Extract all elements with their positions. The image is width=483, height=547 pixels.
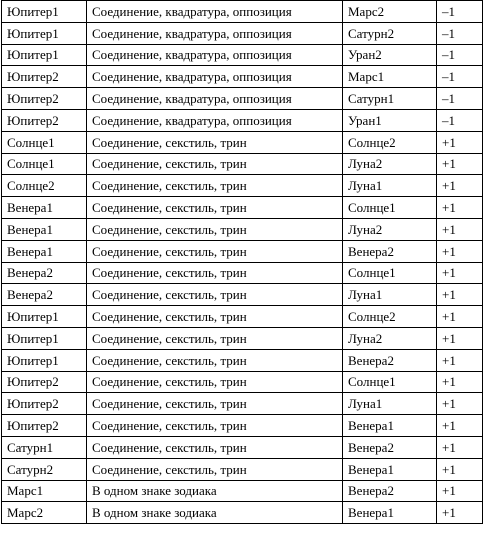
table-row	[2, 436, 483, 458]
table-row	[2, 393, 483, 415]
planet-two-cell: Венера2	[343, 436, 437, 458]
aspect-cell: В одном знаке зодиака	[87, 502, 343, 524]
planet-one-cell: Солнце1	[2, 131, 87, 153]
aspects-table	[1, 0, 483, 524]
planet-two-cell: Уран2	[343, 44, 437, 66]
planet-two-cell: Солнце2	[343, 306, 437, 328]
table-row	[2, 480, 483, 502]
planet-two-cell: Луна2	[343, 153, 437, 175]
aspect-cell: Соединение, квадратура, оппозиция	[87, 22, 343, 44]
table-row	[2, 44, 483, 66]
aspect-cell: Соединение, секстиль, трин	[87, 458, 343, 480]
table-row	[2, 327, 483, 349]
table-row	[2, 349, 483, 371]
planet-one-cell: Юпитер2	[2, 371, 87, 393]
table-row	[2, 66, 483, 88]
aspect-cell: Соединение, квадратура, оппозиция	[87, 1, 343, 23]
table-row	[2, 197, 483, 219]
aspect-cell: Соединение, секстиль, трин	[87, 218, 343, 240]
aspect-cell: Соединение, секстиль, трин	[87, 349, 343, 371]
score-cell: +1	[437, 153, 483, 175]
aspect-cell: Соединение, квадратура, оппозиция	[87, 66, 343, 88]
aspect-cell: Соединение, квадратура, оппозиция	[87, 109, 343, 131]
aspect-cell: В одном знаке зодиака	[87, 480, 343, 502]
planet-two-cell: Марс1	[343, 66, 437, 88]
planet-two-cell: Сатурн2	[343, 22, 437, 44]
aspect-cell: Соединение, секстиль, трин	[87, 262, 343, 284]
table-row	[2, 262, 483, 284]
score-cell: +1	[437, 175, 483, 197]
aspect-cell: Соединение, секстиль, трин	[87, 415, 343, 437]
score-cell: +1	[437, 480, 483, 502]
aspect-cell: Соединение, секстиль, трин	[87, 393, 343, 415]
planet-one-cell: Юпитер1	[2, 22, 87, 44]
score-cell: +1	[437, 284, 483, 306]
table-row	[2, 371, 483, 393]
planet-one-cell: Сатурн1	[2, 436, 87, 458]
planet-one-cell: Юпитер1	[2, 44, 87, 66]
score-cell: –1	[437, 44, 483, 66]
aspect-cell: Соединение, секстиль, трин	[87, 306, 343, 328]
score-cell: +1	[437, 393, 483, 415]
score-cell: +1	[437, 240, 483, 262]
table-row	[2, 88, 483, 110]
planet-two-cell: Уран1	[343, 109, 437, 131]
score-cell: +1	[437, 458, 483, 480]
table-row	[2, 109, 483, 131]
score-cell: +1	[437, 436, 483, 458]
table-row	[2, 306, 483, 328]
score-cell: –1	[437, 22, 483, 44]
planet-two-cell: Венера2	[343, 480, 437, 502]
planet-two-cell: Луна1	[343, 175, 437, 197]
score-cell: +1	[437, 197, 483, 219]
aspect-cell: Соединение, квадратура, оппозиция	[87, 44, 343, 66]
aspect-cell: Соединение, секстиль, трин	[87, 284, 343, 306]
table-row	[2, 415, 483, 437]
planet-two-cell: Венера1	[343, 415, 437, 437]
aspect-cell: Соединение, секстиль, трин	[87, 153, 343, 175]
table-row	[2, 1, 483, 23]
aspect-cell: Соединение, секстиль, трин	[87, 197, 343, 219]
score-cell: –1	[437, 1, 483, 23]
planet-one-cell: Венера2	[2, 284, 87, 306]
planet-two-cell: Солнце1	[343, 197, 437, 219]
aspect-cell: Соединение, секстиль, трин	[87, 240, 343, 262]
table-row	[2, 175, 483, 197]
score-cell: +1	[437, 306, 483, 328]
table-row	[2, 502, 483, 524]
planet-one-cell: Венера1	[2, 240, 87, 262]
planet-one-cell: Юпитер2	[2, 88, 87, 110]
planet-one-cell: Юпитер1	[2, 327, 87, 349]
planet-two-cell: Венера2	[343, 240, 437, 262]
planet-one-cell: Юпитер2	[2, 393, 87, 415]
planet-two-cell: Луна1	[343, 284, 437, 306]
score-cell: –1	[437, 66, 483, 88]
table-row	[2, 22, 483, 44]
planet-one-cell: Венера1	[2, 218, 87, 240]
table-row	[2, 218, 483, 240]
aspects-table-body	[2, 1, 483, 524]
planet-two-cell: Солнце1	[343, 371, 437, 393]
planet-two-cell: Венера1	[343, 458, 437, 480]
planet-two-cell: Венера1	[343, 502, 437, 524]
planet-one-cell: Сатурн2	[2, 458, 87, 480]
planet-one-cell: Юпитер2	[2, 109, 87, 131]
planet-one-cell: Юпитер2	[2, 66, 87, 88]
score-cell: +1	[437, 349, 483, 371]
table-row	[2, 284, 483, 306]
table-row	[2, 131, 483, 153]
planet-one-cell: Солнце2	[2, 175, 87, 197]
score-cell: –1	[437, 88, 483, 110]
planet-one-cell: Марс1	[2, 480, 87, 502]
score-cell: +1	[437, 131, 483, 153]
aspect-cell: Соединение, секстиль, трин	[87, 175, 343, 197]
table-row	[2, 458, 483, 480]
table-row	[2, 240, 483, 262]
aspect-cell: Соединение, секстиль, трин	[87, 327, 343, 349]
score-cell: +1	[437, 218, 483, 240]
planet-one-cell: Венера1	[2, 197, 87, 219]
planet-one-cell: Юпитер2	[2, 415, 87, 437]
table-row	[2, 153, 483, 175]
planet-two-cell: Луна1	[343, 393, 437, 415]
planet-two-cell: Луна2	[343, 218, 437, 240]
planet-two-cell: Солнце2	[343, 131, 437, 153]
planet-one-cell: Юпитер1	[2, 349, 87, 371]
score-cell: +1	[437, 502, 483, 524]
planet-two-cell: Луна2	[343, 327, 437, 349]
score-cell: +1	[437, 371, 483, 393]
planet-two-cell: Марс2	[343, 1, 437, 23]
aspect-cell: Соединение, секстиль, трин	[87, 371, 343, 393]
score-cell: –1	[437, 109, 483, 131]
aspect-cell: Соединение, квадратура, оппозиция	[87, 88, 343, 110]
planet-two-cell: Сатурн1	[343, 88, 437, 110]
planet-two-cell: Солнце1	[343, 262, 437, 284]
aspect-cell: Соединение, секстиль, трин	[87, 436, 343, 458]
planet-one-cell: Юпитер1	[2, 1, 87, 23]
score-cell: +1	[437, 415, 483, 437]
score-cell: +1	[437, 262, 483, 284]
planet-one-cell: Солнце1	[2, 153, 87, 175]
planet-one-cell: Марс2	[2, 502, 87, 524]
planet-two-cell: Венера2	[343, 349, 437, 371]
score-cell: +1	[437, 327, 483, 349]
planet-one-cell: Венера2	[2, 262, 87, 284]
planet-one-cell: Юпитер1	[2, 306, 87, 328]
aspect-cell: Соединение, секстиль, трин	[87, 131, 343, 153]
